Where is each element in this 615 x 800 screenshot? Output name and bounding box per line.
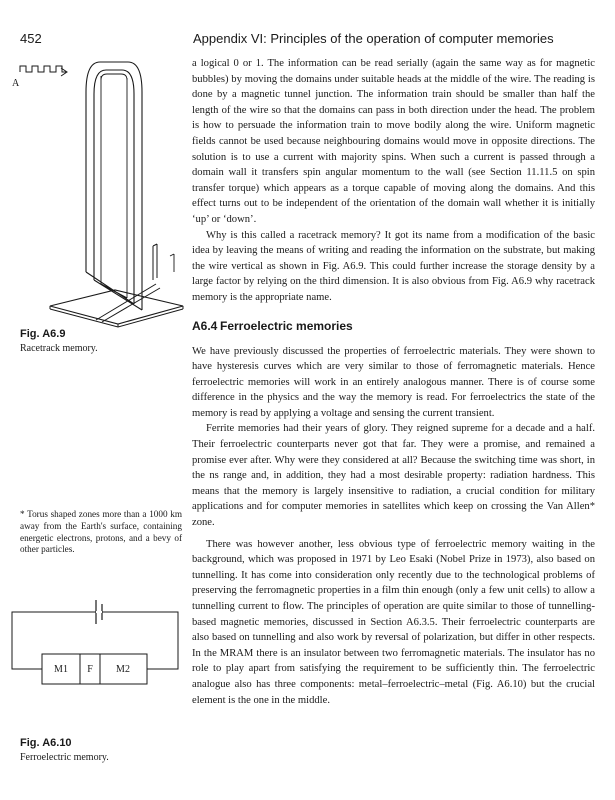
section-number: A6.4: [192, 318, 218, 333]
substrate: [50, 290, 183, 324]
fig-a69-label: Fig. A6.9: [20, 328, 66, 340]
paragraph: We have previously discussed the properties of ferroelectric materials. They were shown to have hysteresis curves which are very similar to those of ferromagnetic materials. Hence ferroelectric memories will work in an entirely analogous manner. There is of course some difference in the physics and the way the memory is read. For ferroelectrics the state of the memory is read by applying a voltage and sensing the current transient.: [192, 345, 595, 419]
section-title: Ferroelectric memories: [220, 318, 353, 333]
contact-symbol: [170, 254, 174, 272]
footnote: * Torus shaped zones more than a 1000 km away from the Earth's surface, containing energetic electrons, protons, and a bevy of other particles.: [20, 509, 182, 555]
racetrack-wire-face-top: [101, 74, 127, 80]
cell-f: F: [87, 664, 93, 675]
contact-post: [153, 244, 157, 280]
fig-a610-label: Fig. A6.10: [20, 737, 72, 749]
cell-m1: M1: [54, 664, 68, 675]
running-title: Appendix VI: Principles of the operation of computer memories: [193, 31, 554, 46]
point-label-a: A: [12, 78, 20, 89]
paragraph: Ferrite memories had their years of glory. They reigned supreme for a decade and a half. Their ferroelectric counterparts never got that far. They were a promise, and remained a promise ever after. Why were they considered at all? Because the switching time was short, in the ns range and, in addition, they had a most desirable property: radiation hardness. This means that the memory is largely insensitive to radiation, a crucial condition for military applications and for computer memories in satellites which keep on crossing the Van Allen* zone.: [192, 423, 595, 529]
main-text-column: [192, 56, 595, 708]
racetrack-figure: [10, 58, 185, 328]
fig-a610-caption: Ferroelectric memory.: [20, 752, 109, 763]
paragraph: a logical 0 or 1. The information can be read serially (again the same way as for magnetic bubbles) by moving the domains under suitable heads at the middle of the wire. The reading is done by a magnetic tunnel junction. The information train should be smaller than half the length of the wire so that the domains can pass in both direction under the head. The problem is how to persuade the information train to move bodily along the wire. Uniform magnetic fields cannot be used because neighbouring domains would move in opposite directions. The solution is to use a current with majority spins. When such a current is passed through a domain wall it transfers spin angular momentum to the wall (see Section 11.11.5 on spin transfer torque) which appears as a torque capable of moving along the domains. And this effect turns out to be independent of the orientation of the domain wall whether it is initially ‘up’ or ‘down’.: [192, 58, 595, 225]
paragraph: Why is this called a racetrack memory? It got its name from a modification of the basic idea by leaving the means of writing and reading the information on the substrate, but making the wire vertical as shown in Fig. A6.9. This could further increase the storage density by a large factor by relying on the third dimension. It is also obvious from Fig. A6.9 why racetrack memory is the appropriate name.: [192, 229, 595, 303]
fig-a69-caption: Racetrack memory.: [20, 343, 98, 354]
paragraph: There was however another, less obvious type of ferroelectric memory waiting in the background, which was proposed in 1971 by Leo Esaki (Nobel Prize in 1973), also based on tunnelling. It has come into consideration only recently due to the technological problems of preserving the ferromagnetic properties in a film thin enough (only a few unit cells) to allow a tunnelling current to flow. The principles of operation are quite similar to those of tunnelling-based magnetic memories, discussed in Section A6.3.5. Their ferroelectric counterparts are also based on tunnelling and also work by reversal of polarization, but differ in other respects. In the MRAM there is an insulator between two ferromagnetic materials. The insulator has no role to play apart from satisfying the requirement to be sufficiently thin. The ferroelectric analogue also has three components: metal–ferroelectric–metal (Fig. A6.10) but the crucial element is the one in the middle.: [192, 538, 595, 706]
racetrack-wire-face: [101, 76, 127, 298]
page-number: 452: [20, 31, 42, 46]
pulse-train: [20, 66, 66, 72]
section-heading: [192, 318, 595, 334]
racetrack-wire-inner: [94, 70, 134, 304]
cell-m2: M2: [116, 664, 130, 675]
ferroelectric-circuit-figure: [8, 592, 183, 702]
